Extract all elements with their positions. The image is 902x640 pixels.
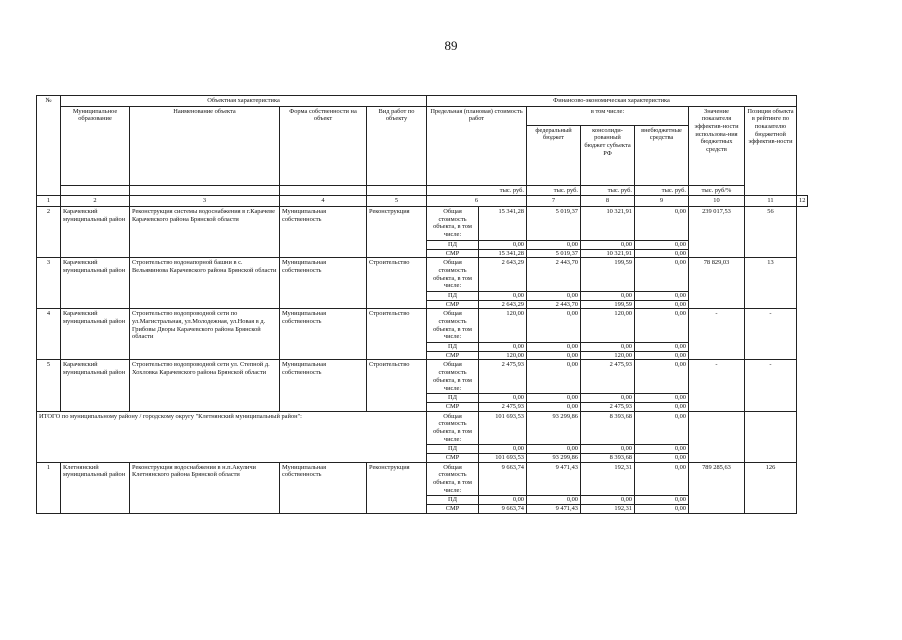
value-cell: 9 471,43 [527,462,581,496]
value-cell: 0,00 [479,445,527,454]
smr-label: СМР [427,300,479,309]
hdr-extrabudget: внебюджетные средства [635,125,689,185]
municipality-cell: Карачевский муниципальный район [61,309,130,360]
hdr-including: в том числе: [527,106,689,125]
value-cell: 0,00 [635,309,689,343]
table-row [37,207,808,241]
total-cost-label: Общая стоимость объекта, в том числе: [427,207,479,241]
object-name-cell: Реконструкция системы водоснабжения в г.Карачеве Карачевского района Брянской области [130,207,280,258]
object-name-cell: Строительство водопроводной сети по ул.Магистральная, ул.Молодежная, ул.Новая в д. Грибовы Дворы Карачевского района Брянской области [130,309,280,360]
unit-cell: тыс. руб. [527,185,581,196]
hdr-planned-cost: Предельная (плановая) стоимость работ [427,106,527,185]
position-cell: 13 [745,258,797,309]
total-cost-label: Общая стоимость объекта, в том числе: [427,309,479,343]
value-cell: 8 393,68 [581,454,635,463]
col-number: 3 [130,196,280,207]
value-cell: 0,00 [479,240,527,249]
municipality-cell: Карачевский муниципальный район [61,360,130,411]
value-cell: 93 299,86 [527,454,581,463]
value-cell: 199,59 [581,258,635,292]
value-cell: 15 341,28 [479,249,527,258]
smr-label: СМР [427,402,479,411]
value-cell: 199,59 [581,300,635,309]
value-cell: 0,00 [527,240,581,249]
header-units-row [37,185,808,196]
empty-cell [689,411,745,462]
hdr-federal: федеральный бюджет [527,125,581,185]
hdr-object-name: Наименование объекта [130,106,280,185]
value-cell: 0,00 [581,394,635,403]
value-cell: 0,00 [527,351,581,360]
municipality-cell: Клетнянский муниципальный район [61,462,130,513]
value-cell: 9 663,74 [479,462,527,496]
object-name-cell: Реконструкция водоснабжения в н.п.Акуличи Клетнянского района Брянской области [130,462,280,513]
col-number: 2 [61,196,130,207]
header-row-1 [37,96,808,107]
value-cell: 0,00 [527,445,581,454]
col-number: 11 [745,196,797,207]
ownership-cell: Муниципальная собственность [280,207,367,258]
position-cell: 126 [745,462,797,513]
pd-label: ПД [427,445,479,454]
header-row-2 [37,106,808,125]
unit-cell: тыс. руб. [427,185,527,196]
value-cell: 0,00 [635,207,689,241]
unit-cell: тыс. руб/% [689,185,745,196]
value-cell: 0,00 [635,240,689,249]
value-cell: 101 693,53 [479,454,527,463]
hdr-work-type: Вид работ по объекту [367,106,427,185]
value-cell: 0,00 [635,496,689,505]
value-cell: 0,00 [527,291,581,300]
unit-cell: тыс. руб. [581,185,635,196]
col-number: 5 [367,196,427,207]
total-cost-label: Общая стоимость объекта, в том числе: [427,258,479,292]
value-cell: 0,00 [581,343,635,352]
value-cell: 0,00 [635,249,689,258]
value-cell: 0,00 [479,291,527,300]
table-row [37,462,808,496]
pd-label: ПД [427,496,479,505]
total-cost-label: Общая стоимость объекта, в том числе: [427,360,479,394]
value-cell: 0,00 [635,505,689,514]
value-cell: 0,00 [581,496,635,505]
pd-label: ПД [427,394,479,403]
value-cell: 8 393,68 [581,411,635,445]
value-cell: 9 471,43 [527,505,581,514]
hdr-ownership: Форма собственности на объект [280,106,367,185]
work-type-cell: Реконструкция [367,462,427,513]
value-cell: 0,00 [479,394,527,403]
smr-label: СМР [427,454,479,463]
hdr-indicator: Значение показателя эффектив-ности использова-ния бюджетных средств [689,106,745,185]
value-cell: 5 019,37 [527,249,581,258]
value-cell: 0,00 [635,454,689,463]
position-cell: - [745,309,797,360]
work-type-cell: Строительство [367,258,427,309]
row-number: 1 [37,462,61,513]
table-row [37,360,808,394]
total-label: ИТОГО по муниципальному району / городскому округу "Клетнянский муниципальный район": [37,411,427,462]
value-cell: 0,00 [635,394,689,403]
work-type-cell: Строительство [367,360,427,411]
hdr-position: Позиция объекта в рейтинге по показателю бюджетной эффектив-ности [745,106,797,196]
investment-objects-table [36,95,808,514]
position-cell: - [745,360,797,411]
work-type-cell: Реконструкция [367,207,427,258]
value-cell: 2 443,70 [527,258,581,292]
table-row [37,258,808,292]
value-cell: 0,00 [635,402,689,411]
col-number: 12 [797,196,808,207]
indicator-cell: 78 829,03 [689,258,745,309]
value-cell: 0,00 [581,445,635,454]
ownership-cell: Муниципальная собственность [280,360,367,411]
value-cell: 93 299,86 [527,411,581,445]
value-cell: 0,00 [581,240,635,249]
value-cell: 0,00 [635,343,689,352]
pd-label: ПД [427,240,479,249]
work-type-cell: Строительство [367,309,427,360]
row-number: 3 [37,258,61,309]
table-row [37,309,808,343]
col-number: 8 [581,196,635,207]
pd-label: ПД [427,343,479,352]
empty-cell [745,411,797,462]
col-number: 1 [37,196,61,207]
value-cell: 0,00 [527,343,581,352]
municipality-cell: Карачевский муниципальный район [61,258,130,309]
value-cell: 0,00 [479,343,527,352]
value-cell: 0,00 [527,496,581,505]
value-cell: 5 019,37 [527,207,581,241]
value-cell: 0,00 [635,258,689,292]
row-number: 5 [37,360,61,411]
value-cell: 2 475,93 [479,402,527,411]
value-cell: 0,00 [635,445,689,454]
total-cost-label: Общая стоимость объекта, в том числе: [427,411,479,445]
value-cell: 0,00 [635,351,689,360]
value-cell: 0,00 [527,360,581,394]
total-row [37,411,808,445]
value-cell: 120,00 [581,309,635,343]
column-numbers-row [37,196,808,207]
hdr-no: № [37,96,61,196]
value-cell: 2 475,93 [581,360,635,394]
value-cell: 2 475,93 [581,402,635,411]
value-cell: 120,00 [479,351,527,360]
col-number: 4 [280,196,367,207]
ownership-cell: Муниципальная собственность [280,462,367,513]
hdr-consolidated: консолиди-рованный бюджет субъекта РФ [581,125,635,185]
indicator-cell: - [689,360,745,411]
value-cell: 120,00 [479,309,527,343]
value-cell: 0,00 [635,360,689,394]
value-cell: 192,31 [581,505,635,514]
value-cell: 0,00 [635,411,689,445]
smr-label: СМР [427,249,479,258]
value-cell: 0,00 [479,496,527,505]
value-cell: 2 643,29 [479,258,527,292]
ownership-cell: Муниципальная собственность [280,309,367,360]
value-cell: 2 443,70 [527,300,581,309]
pd-label: ПД [427,291,479,300]
value-cell: 10 321,91 [581,249,635,258]
indicator-cell: - [689,309,745,360]
object-name-cell: Строительство водонапорной башни в с. Вельяминова Карачевского района Брянской области [130,258,280,309]
indicator-cell: 239 017,53 [689,207,745,258]
page-number: 89 [444,38,458,53]
value-cell: 9 663,74 [479,505,527,514]
value-cell: 0,00 [527,402,581,411]
value-cell: 0,00 [527,309,581,343]
col-number: 9 [635,196,689,207]
smr-label: СМР [427,351,479,360]
col-number: 7 [527,196,581,207]
hdr-finance-group: Финансово-экономическая характеристика [427,96,797,107]
hdr-municipality: Муниципальное образование [61,106,130,185]
value-cell: 0,00 [635,291,689,300]
object-name-cell: Строительство водопроводной сети ул. Степной д. Хохловка Карачевского района Брянской области [130,360,280,411]
value-cell: 101 693,53 [479,411,527,445]
value-cell: 2 475,93 [479,360,527,394]
municipality-cell: Карачевский муниципальный район [61,207,130,258]
value-cell: 10 321,91 [581,207,635,241]
row-number: 2 [37,207,61,258]
value-cell: 15 341,28 [479,207,527,241]
value-cell: 0,00 [527,394,581,403]
col-number: 6 [427,196,527,207]
row-number: 4 [37,309,61,360]
value-cell: 0,00 [635,462,689,496]
value-cell: 192,31 [581,462,635,496]
ownership-cell: Муниципальная собственность [280,258,367,309]
value-cell: 0,00 [635,300,689,309]
total-cost-label: Общая стоимость объекта, в том числе: [427,462,479,496]
col-number: 10 [689,196,745,207]
value-cell: 120,00 [581,351,635,360]
smr-label: СМР [427,505,479,514]
position-cell: 56 [745,207,797,258]
value-cell: 0,00 [581,291,635,300]
unit-cell: тыс. руб. [635,185,689,196]
value-cell: 2 643,29 [479,300,527,309]
hdr-object-group: Объектная характеристика [61,96,427,107]
indicator-cell: 789 285,63 [689,462,745,513]
